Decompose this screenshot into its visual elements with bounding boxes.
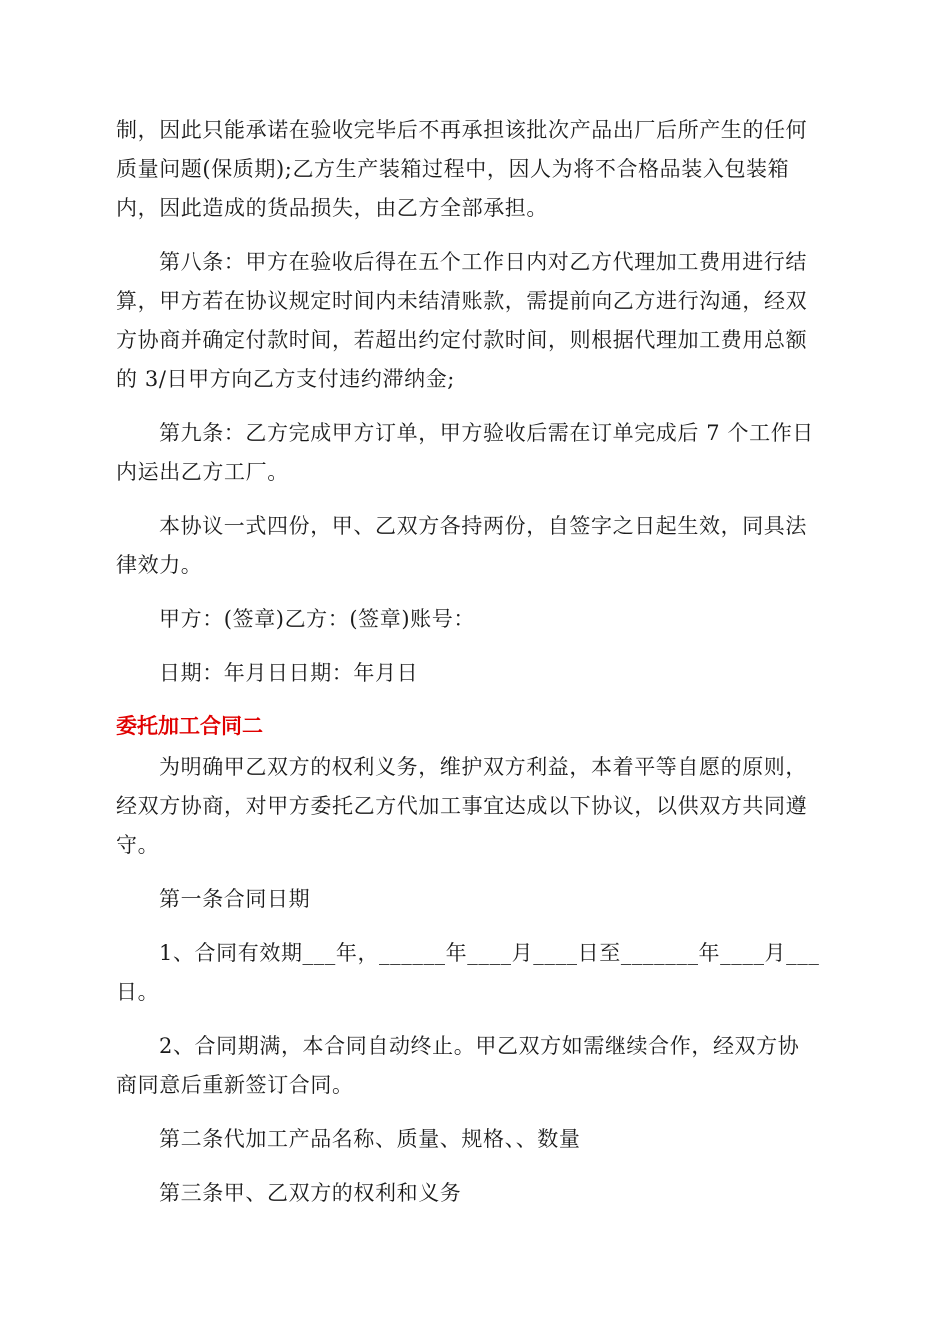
signature-line: 甲方：(签章)乙方：(签章)账号： [159, 607, 475, 631]
article-3-title: 第三条甲、乙双方的权利和义务 [159, 1181, 462, 1205]
article-1-title: 第一条合同日期 [159, 887, 311, 911]
clause-9-line: 第九条：乙方完成甲方订单，甲方验收后需在订单完成后 7 个工作日 [159, 421, 814, 445]
paragraph-line: 算，甲方若在协议规定时间内未结清账款，需提前向乙方进行沟通，经双 [116, 289, 808, 313]
paragraph-line: 内，因此造成的货品损失，由乙方全部承担。 [116, 196, 548, 220]
paragraph-line: 守。 [116, 833, 160, 857]
paragraph-line: 商同意后重新签订合同。 [116, 1073, 354, 1097]
paragraph-line: 制，因此只能承诺在验收完毕后不再承担该批次产品出厂后所产生的任何 [116, 118, 808, 142]
paragraph-line: 律效力。 [116, 553, 203, 577]
paragraph-line: 方协商并确定付款时间，若超出约定付款时间，则根据代理加工费用总额 [116, 328, 808, 352]
paragraph-line: 质量问题(保质期);乙方生产装箱过程中，因人为将不合格品装入包装箱 [116, 157, 790, 181]
paragraph-line: 经双方协商，对甲方委托乙方代加工事宜达成以下协议，以供双方共同遵 [116, 794, 808, 818]
paragraph-line: 为明确甲乙双方的权利义务，维护双方利益，本着平等自愿的原则， [159, 755, 807, 779]
paragraph-line: 1、合同有效期___年，______年____月____日至_______年____月___ [159, 941, 820, 965]
section-heading: 委托加工合同二 [116, 714, 263, 738]
paragraph-line: 2、合同期满，本合同自动终止。甲乙双方如需继续合作，经双方协 [159, 1034, 800, 1058]
paragraph-line: 内运出乙方工厂。 [116, 460, 289, 484]
paragraph-line: 本协议一式四份，甲、乙双方各持两份，自签字之日起生效，同具法 [159, 514, 807, 538]
paragraph-line: 日。 [116, 980, 160, 1004]
paragraph-line: 的 3/日甲方向乙方支付违约滞纳金; [116, 367, 455, 391]
article-2-title: 第二条代加工产品名称、质量、规格、、数量 [159, 1127, 581, 1151]
date-line: 日期：年月日日期：年月日 [159, 661, 419, 685]
clause-8-line: 第八条：甲方在验收后得在五个工作日内对乙方代理加工费用进行结 [159, 250, 807, 274]
